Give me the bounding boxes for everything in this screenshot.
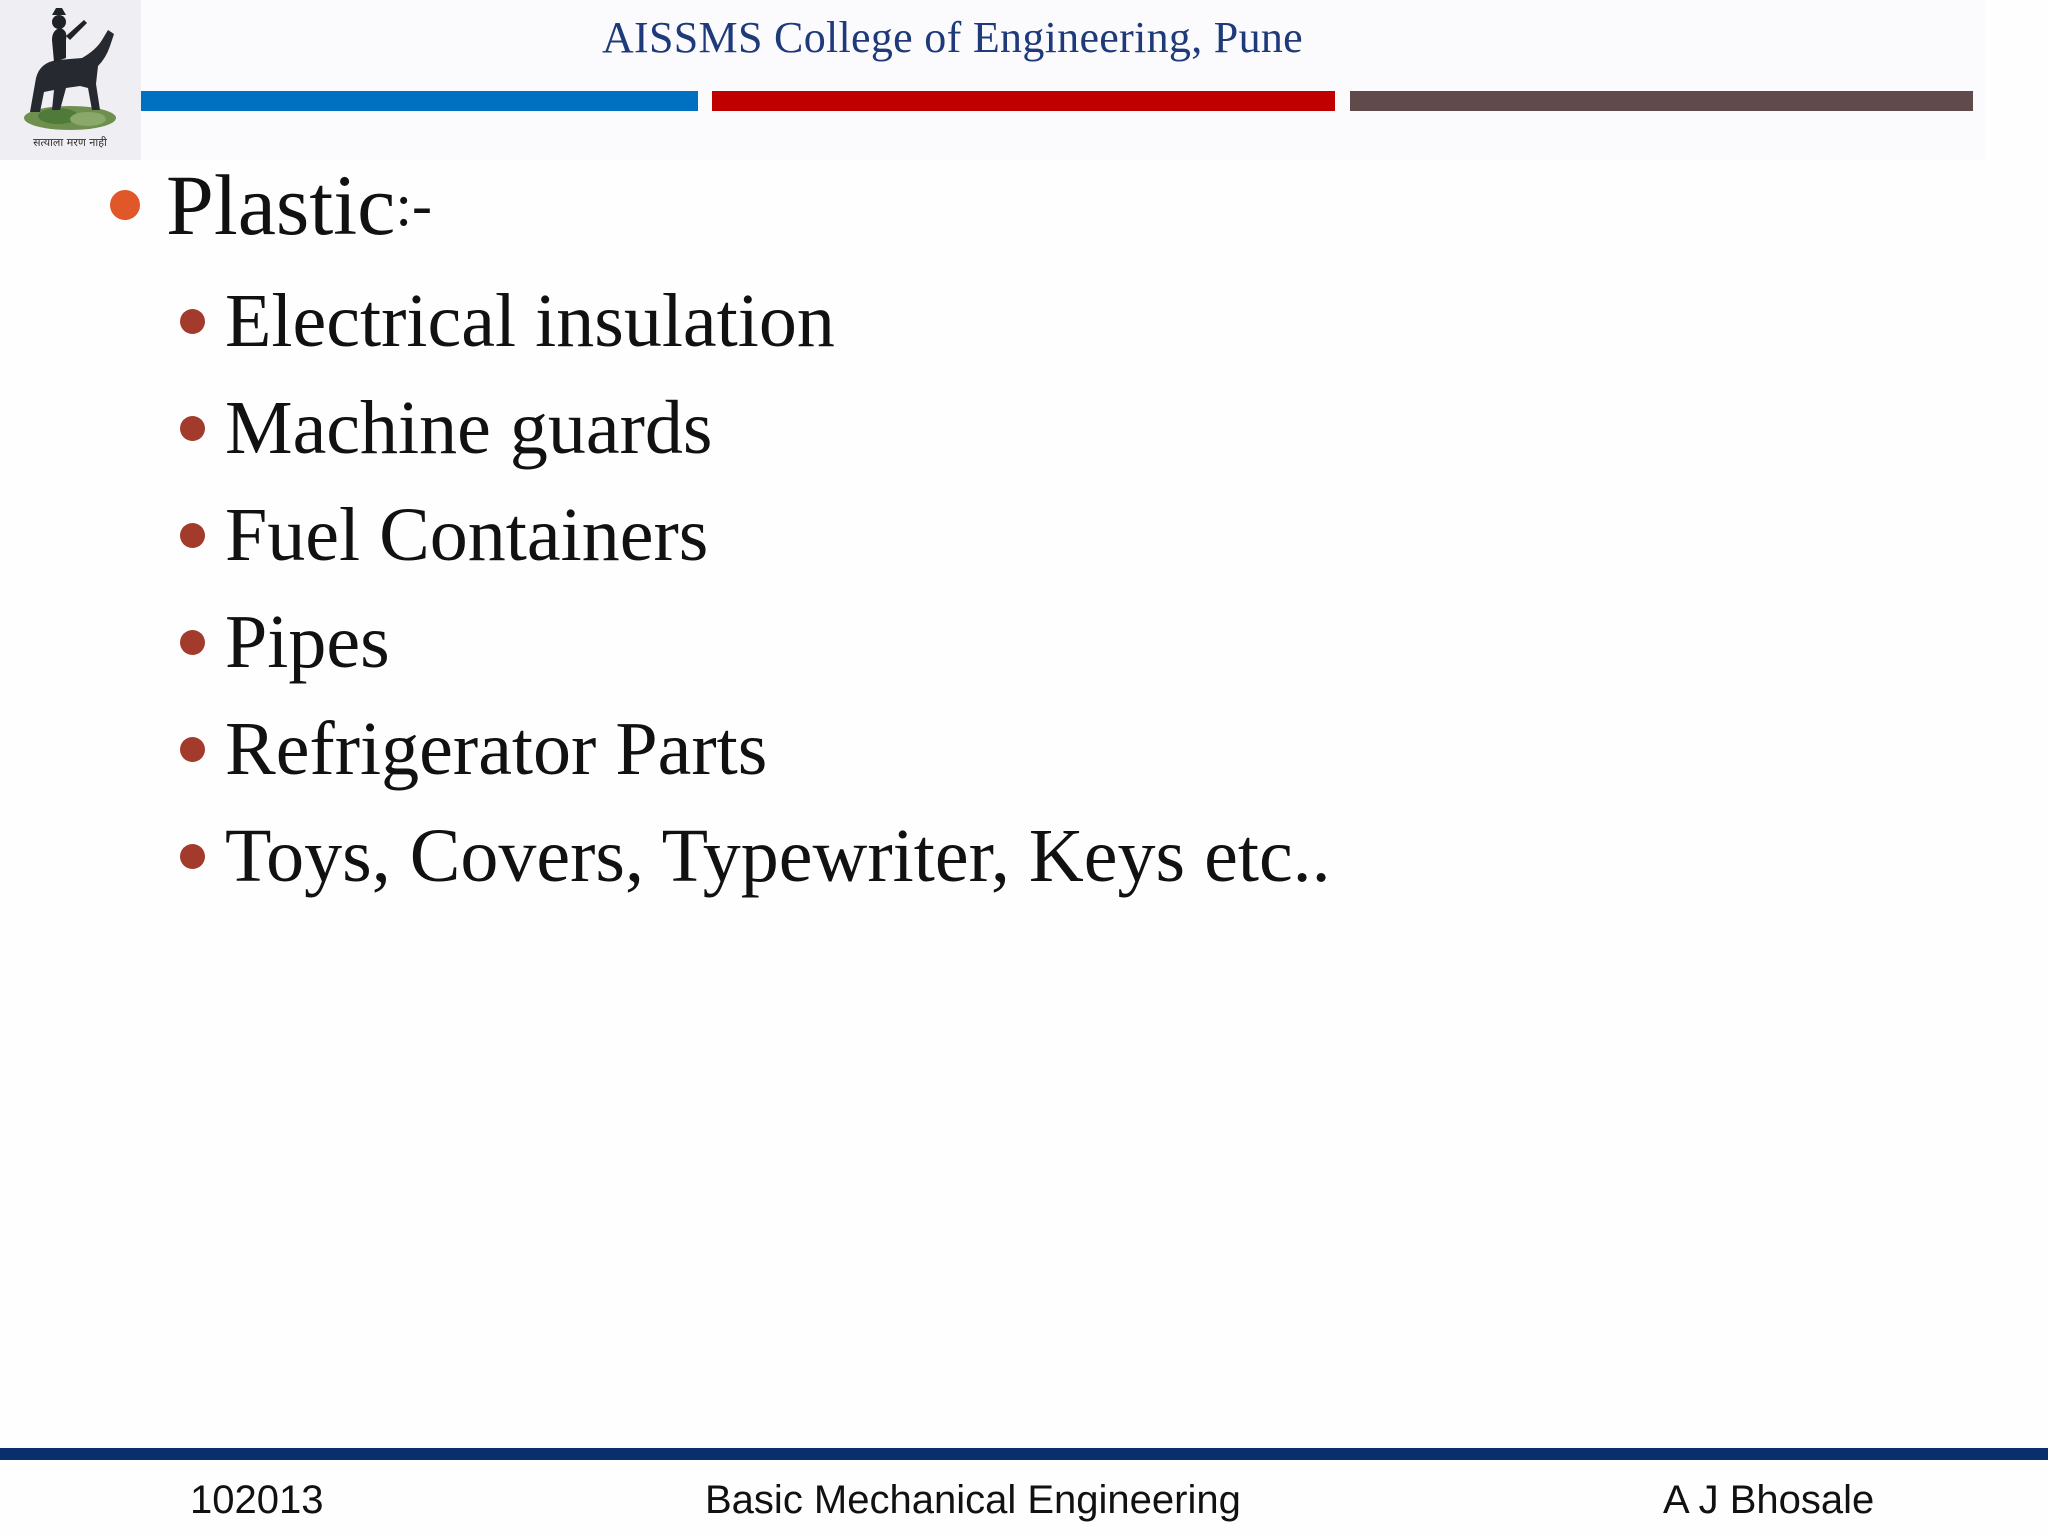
list-item [180, 268, 1331, 375]
list-item-label: Machine guards [225, 386, 713, 470]
main-item-label: Plastic [166, 157, 396, 253]
list-item-label: Fuel Containers [225, 493, 709, 577]
sub-bullet-icon [180, 844, 205, 869]
list-item-label: Toys, Covers, Typewriter, Keys etc.. [225, 814, 1331, 898]
svg-text:सत्याला मरण नाही: सत्याला मरण नाही [33, 136, 107, 149]
college-title: AISSMS College of Engineering, Pune [601, 13, 1303, 62]
sub-bullet-icon [180, 416, 205, 441]
footer-author: A J Bhosale [1663, 1478, 1875, 1522]
list-item [180, 482, 1331, 589]
list-item [180, 803, 1331, 910]
list-item [180, 375, 1331, 482]
list-item-label: Electrical insulation [225, 279, 835, 363]
sub-bullet-list [180, 268, 1331, 910]
list-item [180, 696, 1331, 803]
sub-bullet-icon [180, 737, 205, 762]
sub-bullet-icon [180, 523, 205, 548]
main-bullet-item [110, 155, 432, 255]
list-item-label: Refrigerator Parts [225, 707, 768, 791]
sub-bullet-icon [180, 630, 205, 655]
footer-divider [0, 1448, 2048, 1460]
main-bullet-icon [110, 190, 140, 220]
sub-bullet-icon [180, 309, 205, 334]
footer-course-name: Basic Mechanical Engineering [705, 1478, 1241, 1522]
list-item [180, 589, 1331, 696]
main-item-suffix: :- [395, 171, 432, 238]
list-item-label: Pipes [225, 600, 390, 684]
footer-course-code: 102013 [190, 1478, 324, 1522]
